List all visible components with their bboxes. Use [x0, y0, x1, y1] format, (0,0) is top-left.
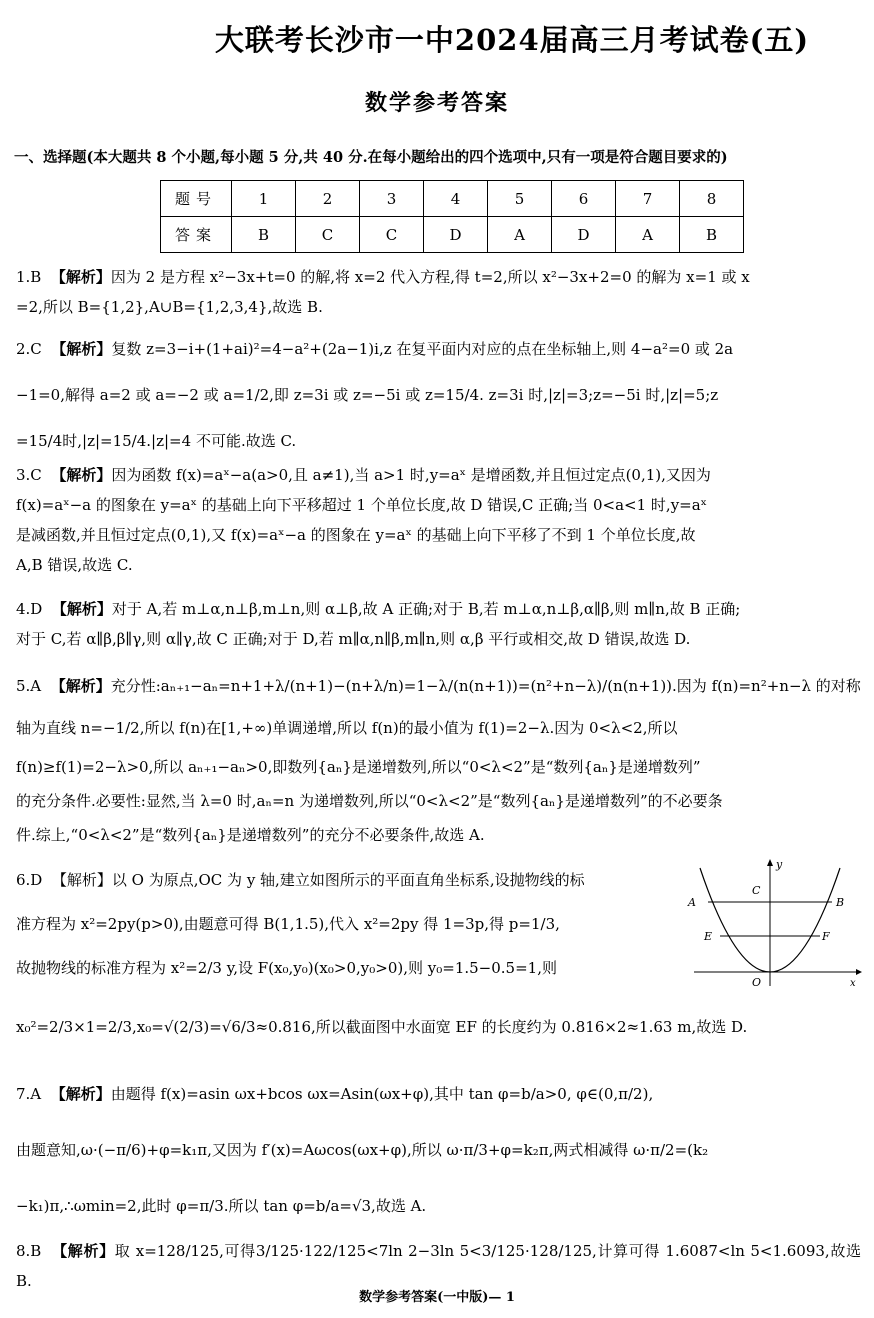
question-line: [16, 666, 861, 706]
analysis-tag: 【解析】: [52, 1242, 115, 1260]
analysis-tag: 【解析】: [50, 677, 111, 695]
question-line: =15/4时,|z|=15/4.|z|=4 不可能.故选 C.: [16, 432, 297, 450]
question-2: [16, 326, 861, 464]
question-line: [16, 262, 861, 292]
answer-cell: D: [552, 217, 616, 253]
question-number: 3.C: [16, 466, 42, 484]
answer-cell: B: [232, 217, 296, 253]
x-axis-arrow: [856, 969, 862, 975]
question-line: [16, 858, 680, 902]
question-number: 8.B: [16, 1242, 42, 1260]
answer-cell: D: [424, 217, 488, 253]
question-line: 的充分条件.必要性:显然,当 λ=0 时,aₙ=n 为递增数列,所以“0<λ<2”是“数列{aₙ}是递增数列”的不必要条: [16, 792, 723, 810]
label-x: x: [850, 978, 856, 989]
label-o: O: [752, 976, 762, 989]
question-line: x₀²=2/3×1=2/3,x₀=√(2/3)=√6/3≈0.816,所以截面图中水面宽 EF 的长度约为 0.816×2≈1.63 m,故选 D.: [16, 1018, 748, 1036]
question-7: [16, 1066, 861, 1234]
parabola-figure: [684, 858, 864, 998]
question-text: 以 O 为原点,OC 为 y 轴,建立如图所示的平面直角坐标系,设抛物线的标: [111, 871, 585, 889]
question-number-cell: 8: [680, 181, 744, 217]
question-line: [16, 1066, 861, 1122]
answer-cell: C: [296, 217, 360, 253]
answer-table-row-numbers: [161, 181, 744, 217]
question-text: 对于 A,若 m⊥α,n⊥β,m⊥n,则 α⊥β,故 A 正确;对于 B,若 m⊥α,n⊥β,α∥β,则 m∥n,故 B 正确;: [111, 600, 741, 618]
question-number-cell: 7: [616, 181, 680, 217]
question-line: 准方程为 x²=2py(p>0),由题意可得 B(1,1.5),代入 x²=2py 得 1=3p,得 p=1/3,: [16, 915, 560, 933]
label-a: A: [688, 896, 696, 909]
answer-cell: C: [360, 217, 424, 253]
question-number: 6.D: [16, 871, 43, 889]
question-line: A,B 错误,故选 C.: [16, 556, 133, 574]
question-number-cell: 3: [360, 181, 424, 217]
page-title: 大联考长沙市一中2024届高三月考试卷(五): [214, 23, 810, 57]
question-1: [16, 262, 861, 322]
question-text: 由题得 f(x)=asin ωx+bcos ωx=Asin(ωx+φ),其中 tan φ=b/a>0, φ∈(0,π/2),: [110, 1085, 654, 1103]
question-number: 2.C: [16, 340, 42, 358]
table-header-cell: 题号: [161, 181, 232, 217]
question-number-cell: 5: [488, 181, 552, 217]
question-4: [16, 594, 861, 654]
question-line: 故抛物线的标准方程为 x²=2/3 y,设 F(x₀,y₀)(x₀>0,y₀>0),则 y₀=1.5−0.5=1,则: [16, 959, 557, 977]
question-number: 5.A: [16, 677, 42, 695]
label-e: E: [704, 930, 713, 943]
label-y: y: [776, 858, 783, 871]
question-text: 因为 2 是方程 x²−3x+t=0 的解,将 x=2 代入方程,得 t=2,所以 x²−3x+2=0 的解为 x=1 或 x: [110, 268, 750, 286]
question-line: =2,所以 B={1,2},A∪B={1,2,3,4},故选 B.: [16, 298, 323, 316]
question-6-continued: [16, 1012, 861, 1042]
analysis-tag: 【解析】: [50, 268, 111, 286]
analysis-tag: 【解析】: [50, 1085, 111, 1103]
question-text: 复数 z=3−i+(1+ai)²=4−a²+(2a−1)i,z 在复平面内对应的点在坐标轴上,则 4−a²=0 或 2a: [111, 340, 734, 358]
analysis-tag: 【解析】: [51, 600, 112, 618]
question-5: [16, 666, 861, 852]
label-f: F: [822, 930, 830, 943]
question-number-cell: 4: [424, 181, 488, 217]
question-number: 4.D: [16, 600, 43, 618]
question-6: [16, 858, 680, 990]
question-number-cell: 2: [296, 181, 360, 217]
question-line: f(n)≥f(1)=2−λ>0,所以 aₙ₊₁−aₙ>0,即数列{aₙ}是递增数列,所以“0<λ<2”是“数列{aₙ}是递增数列”: [16, 758, 701, 776]
question-number: 7.A: [16, 1085, 42, 1103]
question-text: 因为函数 f(x)=aˣ−a(a>0,且 a≠1),当 a>1 时,y=aˣ 是增函数,并且恒过定点(0,1),又因为: [111, 466, 711, 484]
question-text: 取 x=128/125,可得3/125·122/125<7ln 2−3ln 5<3/125·128/125,计算可得 1.6087<ln 5<1.6093,故选 B.: [16, 1242, 861, 1290]
answer-cell: B: [680, 217, 744, 253]
question-line: f(x)=aˣ−a 的图象在 y=aˣ 的基础上向下平移超过 1 个单位长度,故 D 错误,C 正确;当 0<a<1 时,y=aˣ: [16, 496, 708, 514]
question-line: 轴为直线 n=−1/2,所以 f(n)在[1,+∞)单调递增,所以 f(n)的最小值为 f(1)=2−λ.因为 0<λ<2,所以: [16, 719, 678, 737]
analysis-tag: 【解析】: [51, 340, 112, 358]
question-3: [16, 460, 861, 580]
label-c: C: [752, 884, 761, 897]
table-header-cell: 答案: [161, 217, 232, 253]
question-line: [16, 326, 861, 372]
answer-cell: A: [616, 217, 680, 253]
page-subtitle: 数学参考答案: [364, 90, 509, 116]
question-number-cell: 6: [552, 181, 616, 217]
analysis-tag: 【解析】: [51, 871, 112, 889]
answer-cell: A: [488, 217, 552, 253]
answer-table: [160, 180, 744, 253]
question-number: 1.B: [16, 268, 42, 286]
answer-table-row-answers: [161, 217, 744, 253]
section-heading: 一、选择题(本大题共 8 个小题,每小题 5 分,共 40 分.在每小题给出的四个选项中,只有一项是符合题目要求的): [14, 149, 728, 166]
question-number-cell: 1: [232, 181, 296, 217]
question-line: 对于 C,若 α∥β,β∥γ,则 α∥γ,故 C 正确;对于 D,若 m∥α,n∥β,m∥n,则 α,β 平行或相交,故 D 错误,故选 D.: [16, 630, 691, 648]
page-footer: 数学参考答案(一中版)— 1: [359, 1290, 515, 1305]
question-line: 由题意知,ω·(−π/6)+φ=k₁π,又因为 f′(x)=Aωcos(ωx+φ),所以 ω·π/3+φ=k₂π,两式相减得 ω·π/2=(k₂: [16, 1141, 709, 1159]
question-line: −k₁)π,∴ωmin=2,此时 φ=π/3.所以 tan φ=b/a=√3,故选 A.: [16, 1197, 427, 1215]
analysis-tag: 【解析】: [51, 466, 112, 484]
question-line: −1=0,解得 a=2 或 a=−2 或 a=1/2,即 z=3i 或 z=−5i 或 z=15/4. z=3i 时,|z|=3;z=−5i 时,|z|=5;z: [16, 386, 719, 404]
question-line: [16, 460, 861, 490]
question-text: 充分性:aₙ₊₁−aₙ=n+1+λ/(n+1)−(n+λ/n)=1−λ/(n(n+1))=(n²+n−λ)/(n(n+1)).因为 f(n)=n²+n−λ 的对称: [110, 677, 861, 695]
question-line: 是减函数,并且恒过定点(0,1),又 f(x)=aˣ−a 的图象在 y=aˣ 的基础上向下平移了不到 1 个单位长度,故: [16, 526, 696, 544]
question-line: 件.综上,“0<λ<2”是“数列{aₙ}是递增数列”的充分不必要条件,故选 A.: [16, 826, 485, 844]
y-axis-arrow: [767, 859, 773, 866]
label-b: B: [836, 896, 845, 909]
question-line: [16, 594, 861, 624]
